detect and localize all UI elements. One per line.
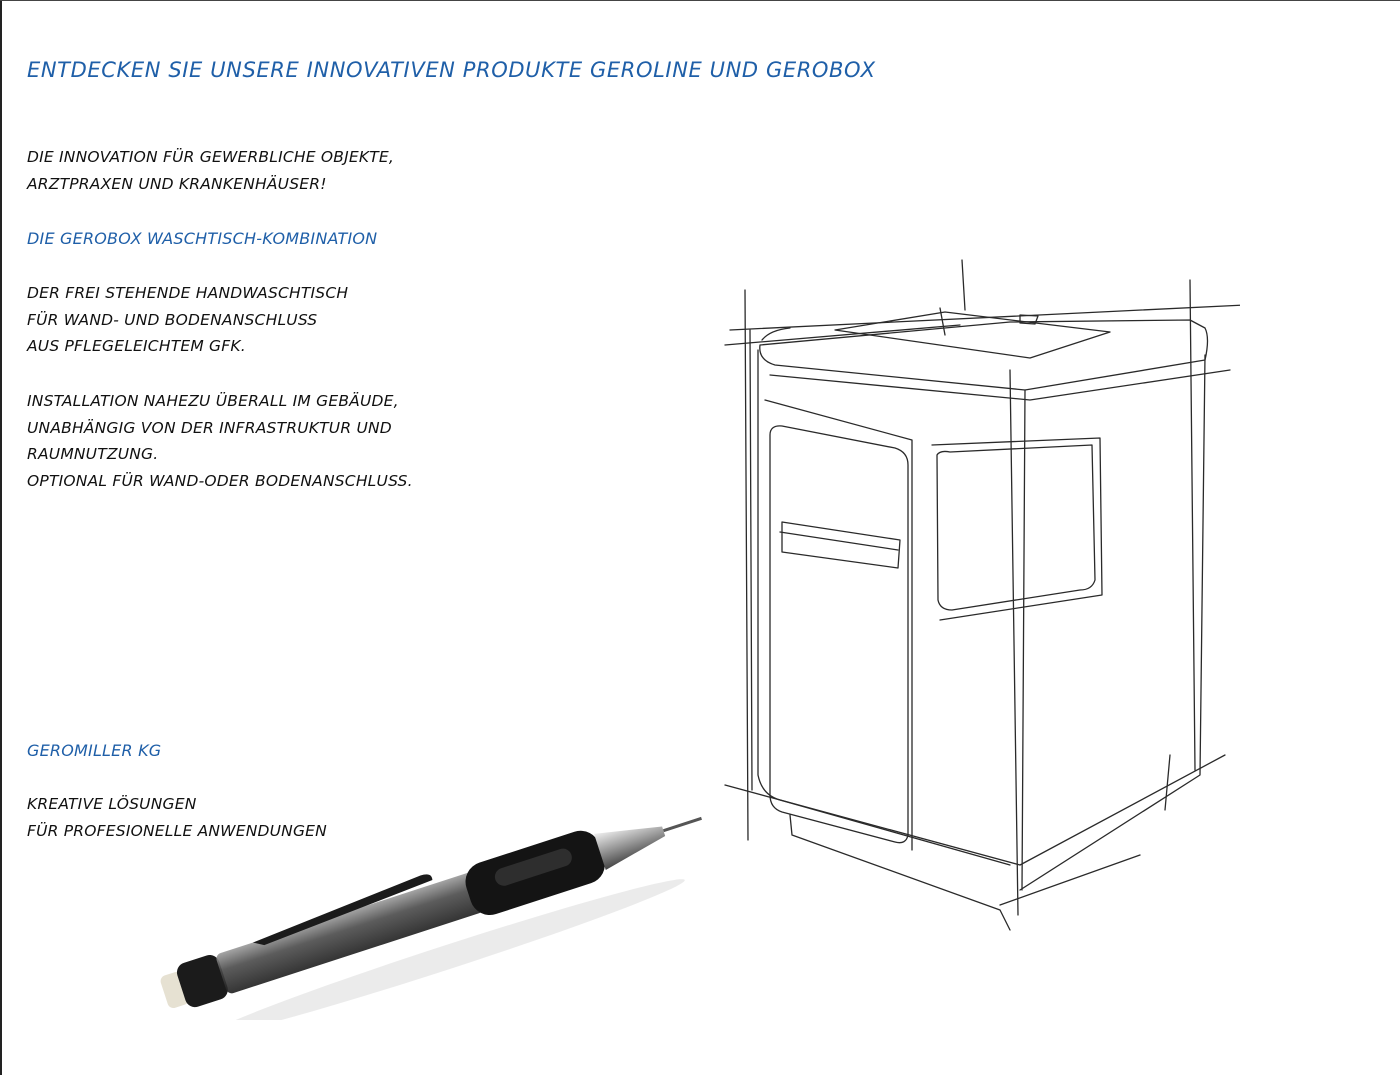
- sketch-construction-line: [770, 370, 1230, 400]
- sketch-construction-line: [745, 290, 748, 840]
- sketch-right-face: [1020, 355, 1205, 890]
- pencil-tip-cone: [594, 813, 669, 870]
- sketch-side-window: [937, 445, 1095, 610]
- sketch-right-edge: [1022, 390, 1025, 890]
- sketch-shelf-line: [780, 532, 898, 550]
- description-line: DER FREI STEHENDE HANDWASCHTISCH: [27, 284, 349, 302]
- sketch-shelf-slot: [782, 522, 900, 568]
- sketch-door-outline: [765, 400, 912, 850]
- sketch-construction-line: [1010, 370, 1018, 915]
- sketch-top-face: [760, 320, 1208, 390]
- description-line: FÜR WAND- UND BODENANSCHLUSS: [27, 310, 318, 329]
- sketch-side-window-outline: [932, 438, 1102, 620]
- installation-line: OPTIONAL FÜR WAND-ODER BODENANSCHLUSS.: [27, 471, 413, 490]
- sketch-construction-line: [750, 330, 752, 790]
- sketch-top-corner: [762, 328, 790, 340]
- intro-text: [27, 144, 394, 197]
- installation-line: RAUMNUTZUNG.: [27, 445, 159, 463]
- installation-description: [27, 388, 413, 494]
- sketch-sink-basin: [835, 312, 1110, 358]
- description-line: AUS PFLEGELEICHTEM GFK.: [27, 337, 246, 355]
- sketch-door-panel: [770, 426, 908, 843]
- sketch-base-line: [1000, 855, 1140, 905]
- tagline-line: FÜR PROFESIONELLE ANWENDUNGEN: [27, 821, 327, 840]
- sketch-construction-line: [1190, 280, 1195, 770]
- product-heading: DIE GEROBOX WASCHTISCH-KOMBINATION: [27, 229, 378, 248]
- intro-line: DIE INNOVATION FÜR GEWERBLICHE OBJEKTE,: [27, 148, 395, 166]
- product-description: [27, 280, 348, 360]
- sketch-base-line: [725, 755, 1225, 865]
- pencil-barrel: [215, 871, 485, 994]
- sketch-base-line: [1165, 755, 1170, 810]
- installation-line: INSTALLATION NAHEZU ÜBERALL IM GEBÄUDE,: [27, 392, 399, 410]
- company-name: GEROMILLER KG: [27, 741, 162, 760]
- page-border-left: [0, 0, 2, 1075]
- sketch-construction-line: [962, 260, 965, 310]
- pencil-lead: [663, 817, 702, 832]
- intro-line: ARZTPRAXEN UND KRANKENHÄUSER!: [27, 174, 327, 193]
- tagline-line: KREATIVE LÖSUNGEN: [27, 795, 197, 813]
- sketch-construction-line: [730, 305, 1240, 330]
- gerobox-sketch-illustration: [700, 250, 1240, 940]
- installation-line: UNABHÄNGIG VON DER INFRASTRUKTUR UND: [27, 418, 392, 437]
- page-border-top: [0, 0, 1400, 1]
- mechanical-pencil-illustration: [130, 790, 730, 1020]
- page-headline: ENTDECKEN SIE UNSERE INNOVATIVEN PRODUKTE GEROLINE UND GEROBOX: [27, 58, 876, 82]
